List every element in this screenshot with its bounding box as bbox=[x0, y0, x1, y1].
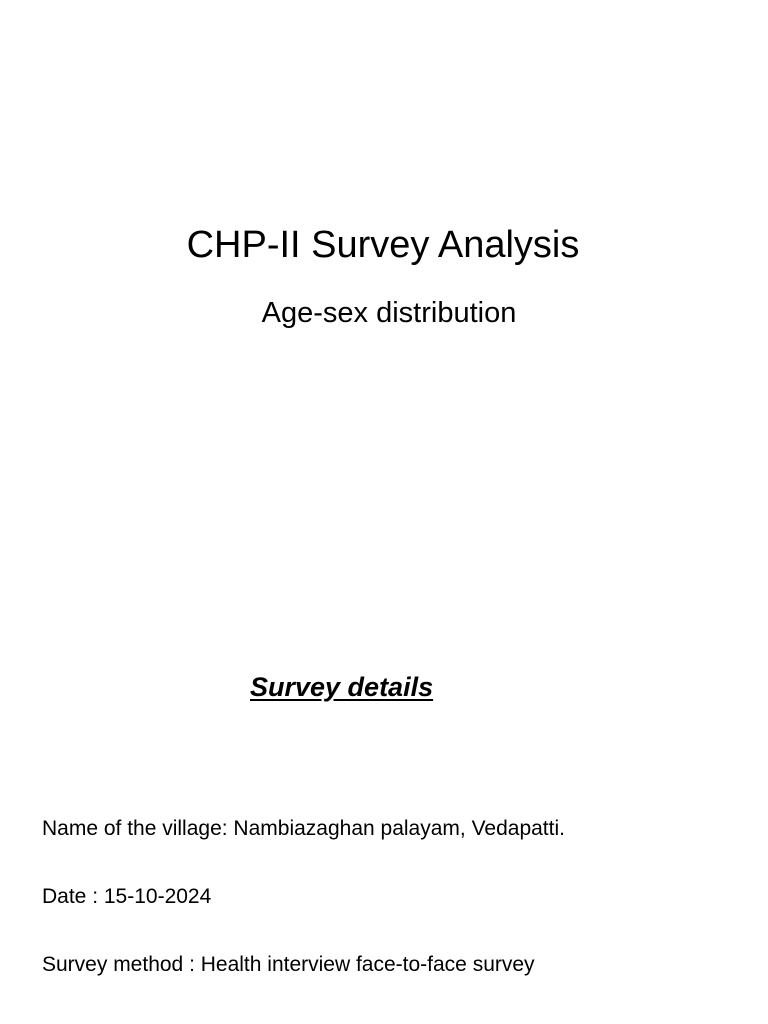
village-name-line: Name of the village: Nambiazaghan palayam, Vedapatti. bbox=[42, 817, 565, 840]
document-title: CHP-II Survey Analysis bbox=[186, 224, 580, 266]
document-subtitle: Age-sex distribution bbox=[261, 297, 517, 329]
survey-date-line: Date : 15-10-2024 bbox=[42, 885, 212, 908]
survey-method-line: Survey method : Health interview face-to-face survey bbox=[42, 953, 535, 976]
survey-details-heading: Survey details bbox=[250, 672, 434, 702]
